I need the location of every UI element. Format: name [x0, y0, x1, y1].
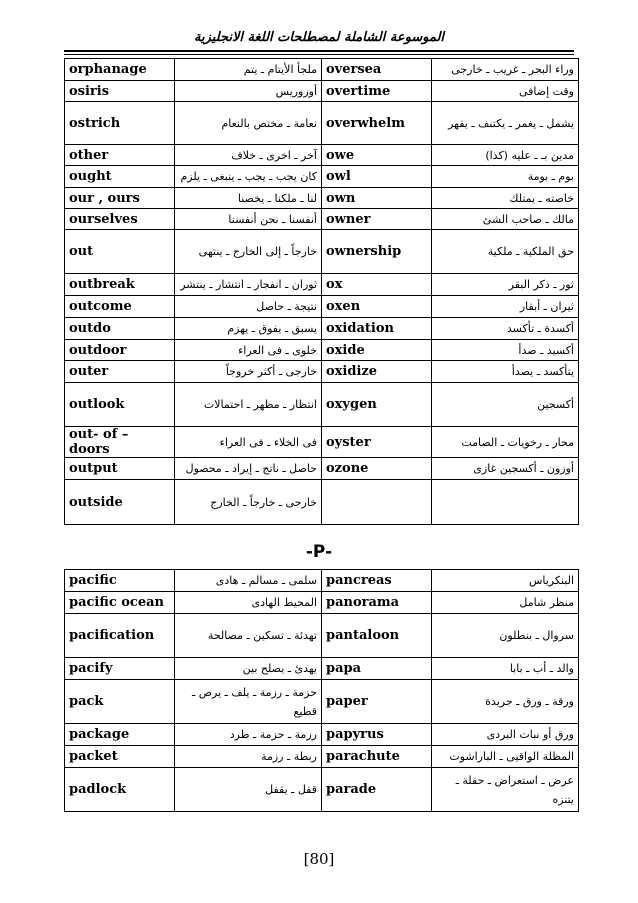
section-letter: -P- — [305, 542, 333, 562]
definition-ar: لنا ـ ملكنا ـ يخصنا — [175, 188, 322, 209]
header-rule — [64, 50, 574, 52]
definition-ar: محار ـ رخويات ـ الصامت — [432, 427, 579, 458]
term-en: out- of – doors — [65, 427, 175, 458]
definition-ar: حق الملكية ـ ملكية — [432, 230, 579, 274]
term-en: padlock — [65, 768, 175, 812]
definition-ar: يتأكسد ـ يصدأ — [432, 361, 579, 383]
term-en: owe — [322, 145, 432, 166]
dictionary-row — [65, 746, 579, 768]
dictionary-row — [65, 680, 579, 724]
definition-ar: حزمة ـ رزمة ـ يلف ـ يرص ـ قطيع — [175, 680, 322, 724]
definition-ar: بوم ـ بومة — [432, 166, 579, 188]
dictionary-row — [65, 614, 579, 658]
definition-ar: أنفسنا ـ نحن أنفسنا — [175, 209, 322, 230]
definition-ar: يهدئ ـ يصلح بين — [175, 658, 322, 680]
definition-ar: خارجى ـ أكثر خروجاً — [175, 361, 322, 383]
dictionary-row — [65, 570, 579, 592]
dictionary-row — [65, 458, 579, 480]
dictionary-row — [65, 383, 579, 427]
definition-ar: المحيط الهادى — [175, 592, 322, 614]
term-en: ozone — [322, 458, 432, 480]
term-en: ownership — [322, 230, 432, 274]
term-en: pancreas — [322, 570, 432, 592]
term-en: pacific — [65, 570, 175, 592]
definition-ar: أكسجين — [432, 383, 579, 427]
definition-ar: آخر ـ اخرى ـ خلاف — [175, 145, 322, 166]
term-en: overtime — [322, 81, 432, 102]
dictionary-row — [65, 102, 579, 145]
definition-ar: خلوى ـ فى العراء — [175, 340, 322, 361]
dictionary-row — [65, 480, 579, 525]
term-en: outside — [65, 480, 175, 525]
dictionary-row — [65, 340, 579, 361]
definition-ar: تهدئة ـ تسكين ـ مصالحة — [175, 614, 322, 658]
term-en: ourselves — [65, 209, 175, 230]
definition-ar: سروال ـ بنطلون — [432, 614, 579, 658]
term-en: packet — [65, 746, 175, 768]
term-en: out — [65, 230, 175, 274]
definition-ar: ثيران ـ أبقار — [432, 296, 579, 318]
dictionary-row — [65, 427, 579, 458]
term-en: papyrus — [322, 724, 432, 746]
dictionary-row — [65, 724, 579, 746]
dictionary-row — [65, 145, 579, 166]
dictionary-row — [65, 209, 579, 230]
definition-ar: خاصته ـ يمتلك — [432, 188, 579, 209]
term-en: our , ours — [65, 188, 175, 209]
dictionary-table-p — [64, 569, 579, 812]
definition-ar: قفل ـ يقفل — [175, 768, 322, 812]
term-en: parade — [322, 768, 432, 812]
term-en: pacific ocean — [65, 592, 175, 614]
term-en: oxygen — [322, 383, 432, 427]
term-en: paper — [322, 680, 432, 724]
dictionary-row — [65, 188, 579, 209]
term-en: other — [65, 145, 175, 166]
term-en: outdoor — [65, 340, 175, 361]
term-en: papa — [322, 658, 432, 680]
definition-ar: مالك ـ صاحب الشئ — [432, 209, 579, 230]
term-en: ox — [322, 274, 432, 296]
definition-ar: أكسدة ـ تأكسد — [432, 318, 579, 340]
term-en: oxidize — [322, 361, 432, 383]
term-en: package — [65, 724, 175, 746]
term-en: outlook — [65, 383, 175, 427]
term-en: own — [322, 188, 432, 209]
definition-ar: خارجى ـ خارجاً ـ الخارج — [175, 480, 322, 525]
definition-ar: منظر شامل — [432, 592, 579, 614]
dictionary-row — [65, 318, 579, 340]
definition-ar: خارجاً ـ إلى الخارج ـ ينتهى — [175, 230, 322, 274]
definition-ar: وراء البحر ـ غريب ـ خارجى — [432, 59, 579, 81]
dictionary-row — [65, 768, 579, 812]
term-en: osiris — [65, 81, 175, 102]
definition-ar: ملجأ الأيتام ـ يتم — [175, 59, 322, 81]
term-en: outdo — [65, 318, 175, 340]
definition-ar: ثوران ـ انفجار ـ انتشار ـ ينتشر — [175, 274, 322, 296]
dictionary-row — [65, 361, 579, 383]
term-en: oxide — [322, 340, 432, 361]
term-en: outbreak — [65, 274, 175, 296]
definition-ar: والد ـ أب ـ بابا — [432, 658, 579, 680]
term-en: pantaloon — [322, 614, 432, 658]
definition-ar: ثور ـ ذكر البقر — [432, 274, 579, 296]
definition-ar: البنكرياس — [432, 570, 579, 592]
header-rule-thin — [64, 54, 574, 55]
dictionary-row — [65, 166, 579, 188]
definition-ar: أكسيد ـ صدأ — [432, 340, 579, 361]
term-en: parachute — [322, 746, 432, 768]
definition-ar: يشمل ـ يغمر ـ يكتنف ـ يقهر — [432, 102, 579, 145]
term-en: pacification — [65, 614, 175, 658]
definition-ar: فى الخلاء ـ فى العراء — [175, 427, 322, 458]
term-en: owner — [322, 209, 432, 230]
term-en: ought — [65, 166, 175, 188]
term-en: oxidation — [322, 318, 432, 340]
definition-ar: المظلة الواقيى ـ الباراشوت — [432, 746, 579, 768]
definition-ar: يسبق ـ يفوق ـ يهزم — [175, 318, 322, 340]
term-en: panorama — [322, 592, 432, 614]
definition-ar: نعامة ـ مختص بالنعام — [175, 102, 322, 145]
term-en: orphanage — [65, 59, 175, 81]
definition-ar: ورق أو نبات البردى — [432, 724, 579, 746]
dictionary-row — [65, 658, 579, 680]
term-en: outer — [65, 361, 175, 383]
term-en: oxen — [322, 296, 432, 318]
definition-ar: أوزون ـ أكسجين غازى — [432, 458, 579, 480]
term-en: oversea — [322, 59, 432, 81]
term-en — [322, 480, 432, 525]
term-en: output — [65, 458, 175, 480]
definition-ar: ربطة ـ رزمة — [175, 746, 322, 768]
term-en: pack — [65, 680, 175, 724]
dictionary-row — [65, 59, 579, 81]
dictionary-row — [65, 81, 579, 102]
page-header: الموسوعة الشاملة لمصطلحات اللغة الانجليزية — [193, 30, 445, 45]
definition-ar: حاصل ـ ناتج ـ إيراد ـ محصول — [175, 458, 322, 480]
term-en: overwhelm — [322, 102, 432, 145]
term-en: outcome — [65, 296, 175, 318]
definition-ar: أوزوريس — [175, 81, 322, 102]
definition-ar: نتيجة ـ حاصل — [175, 296, 322, 318]
dictionary-row — [65, 592, 579, 614]
definition-ar: انتظار ـ مظهر ـ احتمالات — [175, 383, 322, 427]
term-en: ostrich — [65, 102, 175, 145]
term-en: pacify — [65, 658, 175, 680]
definition-ar: مدين بـ ـ عليه (كذا) — [432, 145, 579, 166]
definition-ar: وقت إضافى — [432, 81, 579, 102]
dictionary-row — [65, 230, 579, 274]
definition-ar: كان يجب ـ يجب ـ ينبغى ـ يلزم — [175, 166, 322, 188]
definition-ar: سلمى ـ مسالم ـ هادى — [175, 570, 322, 592]
definition-ar: عرض ـ استعراض ـ حفلة ـ يتنزه — [432, 768, 579, 812]
definition-ar: رزمة ـ حزمة ـ طرد — [175, 724, 322, 746]
dictionary-row — [65, 296, 579, 318]
dictionary-row — [65, 274, 579, 296]
definition-ar — [432, 480, 579, 525]
term-en: oyster — [322, 427, 432, 458]
dictionary-table-o — [64, 58, 579, 525]
definition-ar: ورقة ـ ورق ـ جريدة — [432, 680, 579, 724]
term-en: owl — [322, 166, 432, 188]
page-number: [80] — [303, 850, 335, 868]
